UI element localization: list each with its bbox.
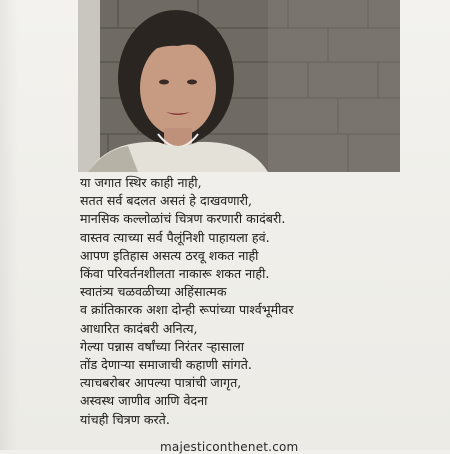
page-fold-shadow — [0, 0, 18, 450]
article-line: या जगात स्थिर काही नाही, — [80, 175, 202, 190]
author-portrait-photo — [78, 0, 400, 172]
article-line: वास्तव त्याच्या सर्व पैलूंनिशी पाहायला हवं. — [80, 229, 270, 245]
article-line: मानसिक कल्लोळांचं चित्रण करणारी कादंबरी. — [80, 211, 286, 227]
article-line: त्याचबरोबर आपल्या पात्रांची जागृत, — [80, 375, 242, 391]
source-watermark-url: majesticonthenet.com — [160, 440, 299, 454]
article-line: स्वातंत्र्य चळवळीच्या अहिंसात्मक — [80, 284, 227, 300]
article-line: सतत सर्व बदलत असतं हे दाखवणारी, — [80, 193, 253, 209]
article-line: आपण इतिहास असत्य ठरवू शकत नाही — [80, 247, 259, 263]
article-text — [80, 174, 410, 429]
article-line: किंवा परिवर्तनशीलता नाकारू शकत नाही. — [80, 266, 270, 282]
article-line: आधारित कादंबरी अनित्य, — [80, 320, 198, 336]
article-line: अस्वस्थ जाणीव आणि वेदना — [80, 393, 208, 409]
article-line: व क्रांतिकारक अशा दोन्ही रूपांच्या पार्श्वभूमीवर — [80, 302, 294, 318]
portrait-illustration — [78, 0, 400, 172]
article-line: गेल्या पन्नास वर्षांच्या निरंतर ऱ्हासाला — [80, 338, 245, 354]
article-line: तोंड देणाऱ्या समाजाची कहाणी सांगते. — [80, 357, 252, 373]
article-line: यांचही चित्रण करते. — [80, 411, 170, 427]
